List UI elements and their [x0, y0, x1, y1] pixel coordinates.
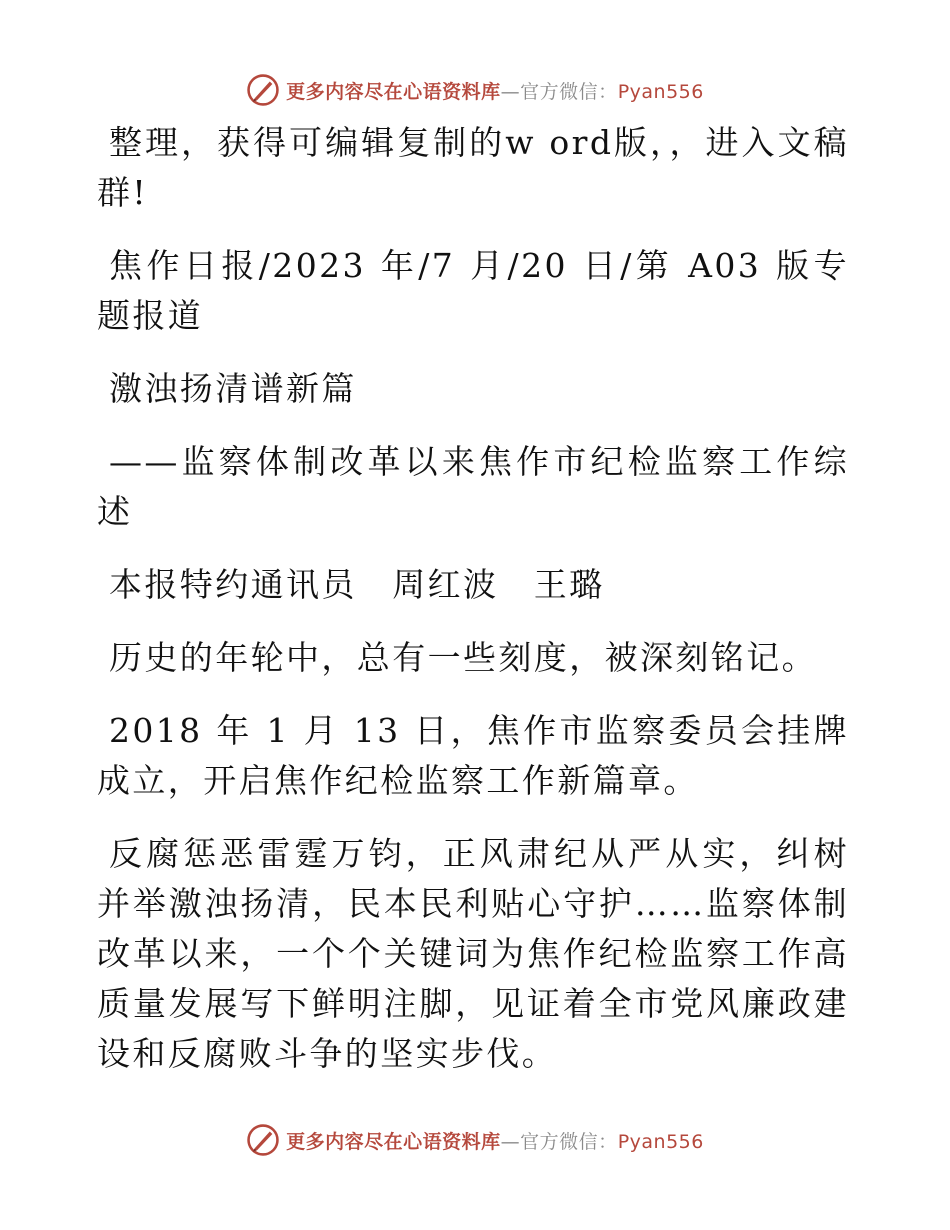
byline-paragraph: 本报特约通讯员 周红波 王璐: [109, 565, 605, 604]
watermark-separator-text: —官方微信：: [500, 80, 618, 103]
document-body: [97, 118, 849, 1102]
watermark-text: [286, 1127, 704, 1154]
intro-note-paragraph: 整理，获得可编辑复制的w ord版，，进入文稿群!: [97, 123, 849, 212]
header-watermark-banner: [0, 70, 950, 110]
article-subtitle: ——监察体制改革以来焦作市纪检监察工作综述: [97, 442, 849, 531]
source-line-paragraph: 焦作日报/2023 年/7 月/20 日/第 A03 版专题报道: [97, 246, 849, 335]
body-paragraph-2: 2018 年 1 月 13 日，焦作市监察委员会挂牌成立，开启焦作纪检监察工作新篇章。: [97, 711, 849, 800]
body-paragraph-3: 反腐惩恶雷霆万钧，正风肃纪从严从实，纠树并举激浊扬清，民本民利贴心守护……监察体制改革以来，一个个关键词为焦作纪检监察工作高质量发展写下鲜明注脚，见证着全市党风廉政建设和反腐败斗争的坚实步伐。: [97, 834, 849, 1073]
body-paragraph-1: 历史的年轮中，总有一些刻度，被深刻铭记。: [109, 638, 817, 677]
article-title: 激浊扬清谱新篇: [109, 369, 357, 408]
watermark-wechat-id: Pyan556: [617, 1130, 704, 1153]
quill-pen-logo-icon: [246, 1123, 280, 1157]
watermark-main-text: 更多内容尽在心语资料库: [286, 80, 501, 103]
watermark-wechat-id: Pyan556: [617, 80, 704, 103]
watermark-separator-text: —官方微信：: [500, 1130, 618, 1153]
footer-watermark-banner: [0, 1120, 950, 1160]
watermark-text: [286, 77, 704, 104]
quill-pen-logo-icon: [246, 73, 280, 107]
watermark-main-text: 更多内容尽在心语资料库: [286, 1130, 501, 1153]
